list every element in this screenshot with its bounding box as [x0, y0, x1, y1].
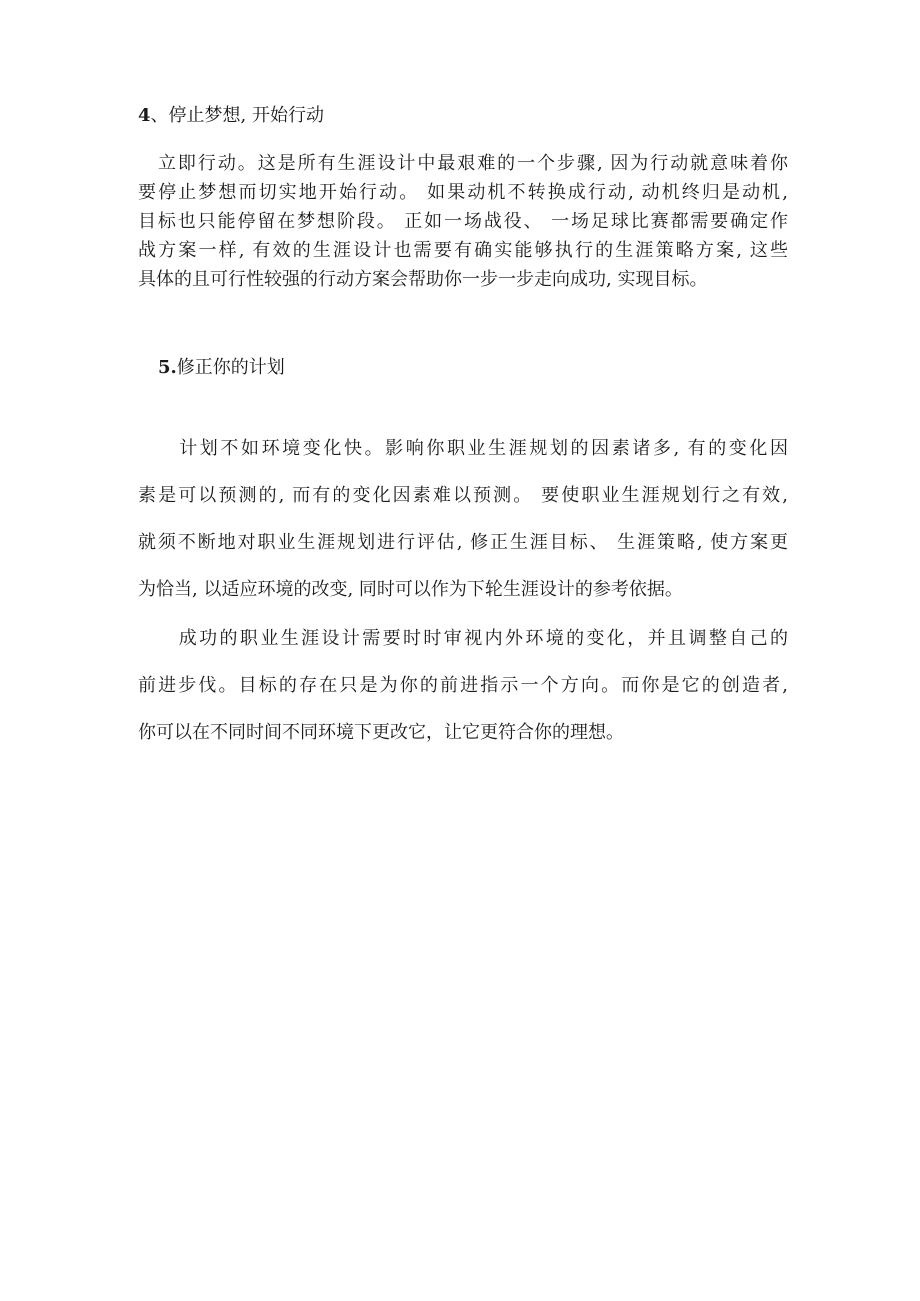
- paragraph-line: 前进步伐。目标的存在只是为你的前进指示一个方向。而你是它的创造者,: [138, 675, 788, 696]
- section-5-title: 修正你的计划: [176, 357, 285, 378]
- paragraph-line: 成功的职业生涯设计需要时时审视内外环境的变化，并且调整自己的: [138, 628, 788, 649]
- paragraph-line: 素是可以预测的, 而有的变化因素难以预测。 要使职业生涯规划行之有效,: [138, 485, 788, 506]
- paragraph-line: 就须不断地对职业生涯规划进行评估, 修正生涯目标、 生涯策略, 使方案更: [138, 532, 788, 553]
- section-4-number: 4: [138, 105, 151, 126]
- paragraph-line: 为恰当, 以适应环境的改变, 同时可以作为下轮生涯设计的参考依据。: [138, 579, 683, 600]
- section-5-number: 5.: [158, 357, 177, 378]
- section-4-heading: [138, 104, 324, 128]
- paragraph-line: 战方案一样, 有效的生涯设计也需要有确实能够执行的生涯策略方案, 这些: [138, 240, 788, 261]
- paragraph-line: 具体的且可行性较强的行动方案会帮助你一步一步走向成功, 实现目标。: [138, 269, 708, 290]
- paragraph-line: 要停止梦想而切实地开始行动。 如果动机不转换成行动, 动机终归是动机,: [138, 182, 788, 203]
- section-5-heading: [158, 356, 285, 380]
- paragraph-line: 目标也只能停留在梦想阶段。 正如一场战役、 一场足球比赛都需要确定作: [138, 211, 788, 232]
- section-4-title: 、停止梦想, 开始行动: [150, 105, 324, 126]
- section-4-paragraph: [138, 149, 788, 294]
- paragraph-line: 立即行动。这是所有生涯设计中最艰难的一个步骤, 因为行动就意味着你: [138, 153, 788, 174]
- section-5-paragraph-2: [138, 615, 788, 756]
- section-5-paragraph-1: [138, 425, 788, 613]
- paragraph-line: 计划不如环境变化快。影响你职业生涯规划的因素诸多, 有的变化因: [138, 438, 788, 459]
- paragraph-line: 你可以在不同时间不同环境下更改它，让它更符合你的理想。: [138, 722, 624, 743]
